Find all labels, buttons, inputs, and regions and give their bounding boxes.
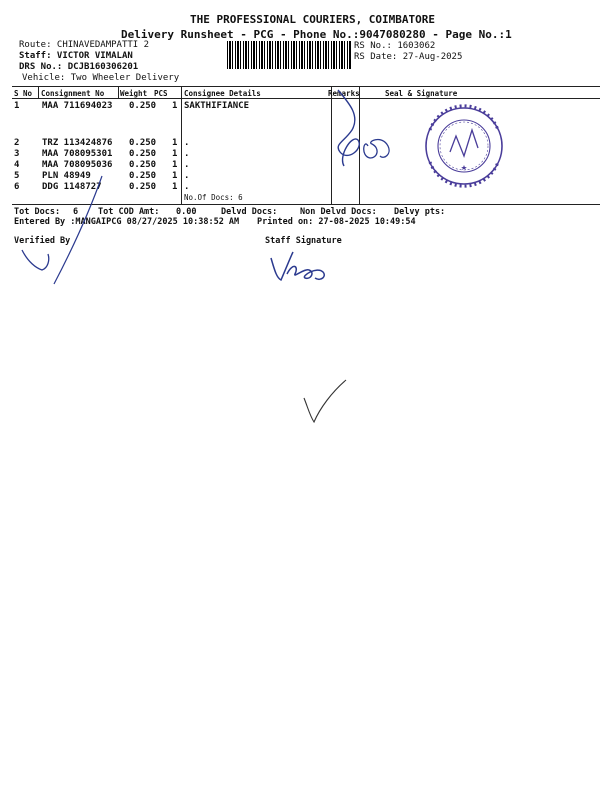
delvy-pts-label: Delvy pts: — [394, 207, 446, 217]
tot-cod-label: Tot COD Amt: — [98, 207, 160, 217]
delvd-docs-label: Delvd Docs: — [221, 207, 278, 217]
row-pcs: 1 — [172, 138, 178, 148]
entered-by: Entered By :MANGAIPCG 08/27/2025 10:38:52 AM — [14, 217, 240, 227]
staff-text: Staff: VICTOR VIMALAN — [19, 51, 133, 61]
remarks-handwriting — [330, 86, 400, 186]
row-sno: 5 — [14, 171, 20, 181]
row-consignee: . — [184, 149, 190, 159]
row-sno: 1 — [14, 101, 20, 111]
check-mark-ink — [300, 378, 350, 426]
row-weight: 0.250 — [129, 149, 157, 159]
staff-signature-ink — [265, 244, 335, 286]
row-consignee: SAKTHIFIANCE — [184, 101, 250, 111]
route-text: Route: CHINAVEDAMPATTI 2 — [19, 40, 150, 50]
header-sno: S No — [14, 89, 33, 98]
row-pcs: 1 — [172, 101, 178, 111]
header-consignment: Consignment No — [41, 89, 105, 98]
row-consignment: MAA 711694023 — [42, 101, 113, 111]
company-title: THE PROFESSIONAL COURIERS, COIMBATORE — [190, 13, 436, 26]
row-pcs: 1 — [172, 171, 178, 181]
row-consignment: DDG 1148727 — [42, 182, 102, 192]
runsheet-subtitle: Delivery Runsheet - PCG - Phone No.:9047080280 - Page No.:1 — [121, 28, 512, 41]
row-pcs: 1 — [172, 182, 178, 192]
barcode-image — [227, 41, 351, 69]
row-weight: 0.250 — [129, 138, 157, 148]
printed-on: Printed on: 27-08-2025 10:49:54 — [257, 217, 416, 227]
header-remarks: Remarks — [328, 89, 360, 98]
table-header-rule — [12, 98, 600, 99]
row-consignee: . — [184, 182, 190, 192]
header-weight: Weight — [120, 89, 148, 98]
pen-stroke — [20, 170, 130, 290]
rs-date: RS Date: 27-Aug-2025 — [354, 52, 463, 62]
row-consignment: MAA 708095301 — [42, 149, 113, 159]
row-weight: 0.250 — [129, 171, 157, 181]
row-consignee: . — [184, 160, 190, 170]
row-sno: 4 — [14, 160, 20, 170]
no-of-docs: No.Of Docs: 6 — [184, 193, 243, 202]
row-weight: 0.250 — [129, 160, 157, 170]
col-divider — [181, 86, 182, 204]
row-sno: 3 — [14, 149, 20, 159]
header-seal: Seal & Signature — [385, 89, 458, 98]
row-consignment: PLN 48949 — [42, 171, 91, 181]
verified-by-label: Verified By — [14, 236, 71, 246]
row-consignee: . — [184, 171, 190, 181]
row-consignment: TRZ 113424876 — [42, 138, 113, 148]
header-pcs: PCS — [154, 89, 168, 98]
row-sno: 6 — [14, 182, 20, 192]
row-weight: 0.250 — [129, 101, 157, 111]
header-consignee: Consignee Details — [184, 89, 261, 98]
col-divider — [118, 86, 119, 98]
row-pcs: 1 — [172, 149, 178, 159]
drs-number: DRS No.: DCJB160306201 — [19, 62, 139, 72]
row-consignee: . — [184, 138, 190, 148]
vehicle-text: Vehicle: Two Wheeler Delivery — [22, 73, 180, 83]
tot-docs-value: 6 — [73, 207, 79, 217]
row-consignment: MAA 708095036 — [42, 160, 113, 170]
tot-cod-value: 0.00 — [176, 207, 197, 217]
company-seal-stamp — [420, 100, 510, 192]
row-pcs: 1 — [172, 160, 178, 170]
row-sno: 2 — [14, 138, 20, 148]
col-divider — [38, 86, 39, 98]
row-weight: 0.250 — [129, 182, 157, 192]
tot-docs-label: Tot Docs: — [14, 207, 61, 217]
staff-signature-label: Staff Signature — [265, 236, 342, 246]
non-delvd-docs-label: Non Delvd Docs: — [300, 207, 377, 217]
rs-number: RS No.: 1603062 — [354, 41, 436, 51]
table-top-rule — [12, 86, 600, 87]
